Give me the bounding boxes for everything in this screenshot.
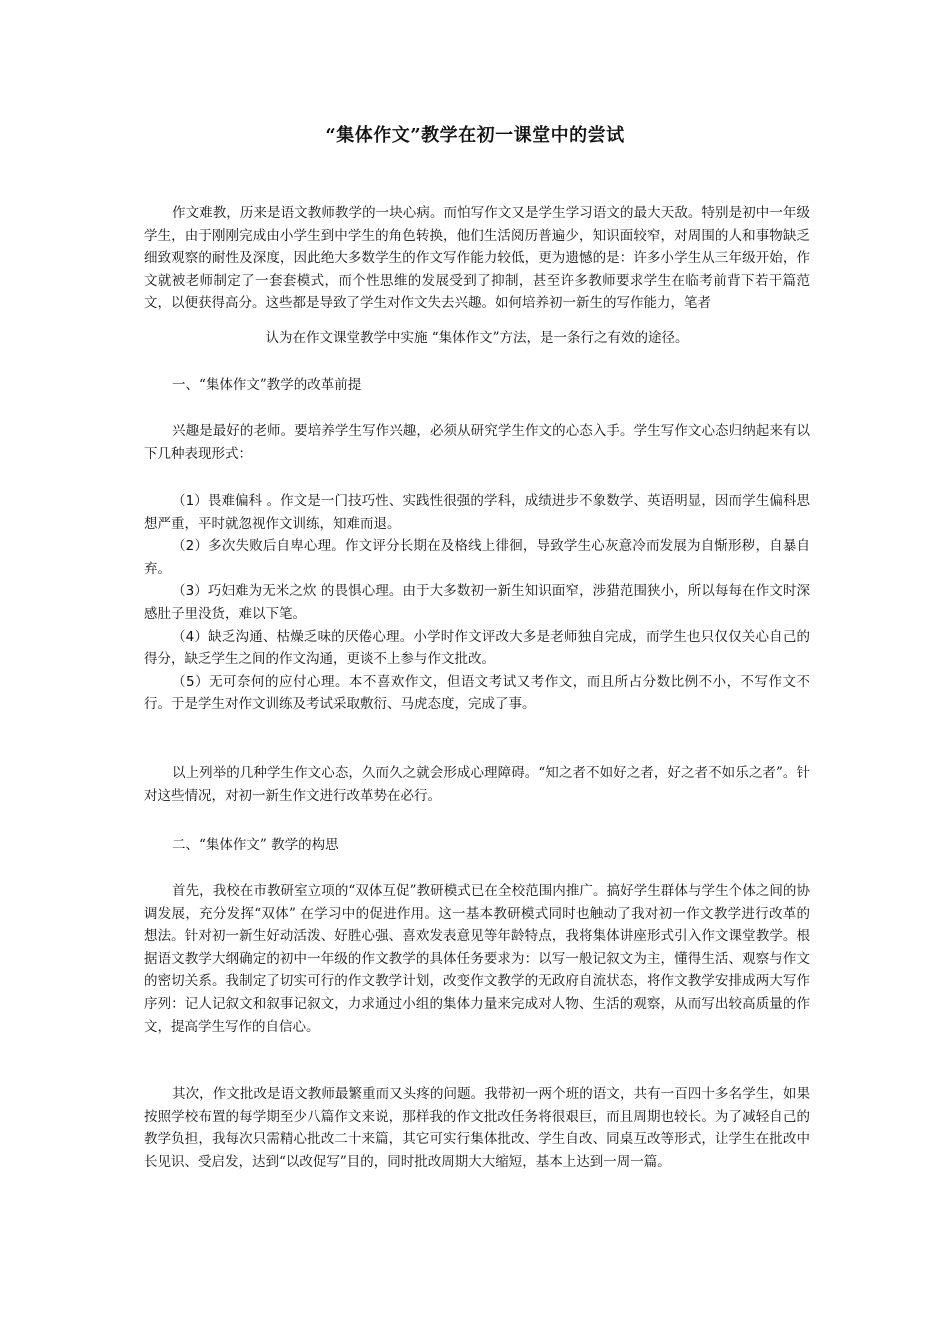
list	[144, 490, 810, 716]
list-item-text: 无可奈何的应付心理。本不喜欢作文，但语文考试又考作文，而且所占分数比例不小，不写作文不行。于是学生对作文训练及考试采取敷衍、马虎态度，完成了事。	[144, 673, 811, 713]
list-item-text: 畏难偏科 。作文是一门技巧性、实践性很强的学科，成绩进步不象数学、英语明显，因而学生偏科思想严重，平时就忽视作文训练，知难而退。	[144, 493, 810, 532]
list-item-number: （2）	[172, 538, 209, 555]
page-title: “集体作文”教学在初一课堂中的尝试	[325, 125, 625, 146]
intro-paragraph: 作文难教，历来是语文教师教学的一块心病。而怕写作文又是学生学习语文的最大天敌。特别是初中一年级学生，由于刚刚完成由小学生到中学生的角色转换，他们生活阅历普遍少，知识面较窄，对周围的人和事物缺乏细致观察的耐性及深度，因此绝大多数学生的作文写作能力较低，更为遗憾的是：许多小学生从三年级开始，作文就被老师制定了一套套模式，而个性思维的发展受到了抑制，甚至许多教师要求学生在临考前背下若干篇范文，以便获得高分。这些都是导致了学生对作文失去兴趣。如何培养初一新生的写作能力，笔者	[144, 205, 810, 312]
list-item-number: （3）	[172, 583, 208, 600]
section-1-intro: 兴趣是最好的老师。要培养学生写作兴趣，必须从研究学生作文的心态入手。学生写作文心态归纳起来有以下几种表现形式：	[144, 423, 810, 462]
list-item	[144, 535, 810, 580]
section-1-conclusion: 以上列举的几种学生作文心态，久而久之就会形成心理障碍。“知之者不如好之者，好之者不如乐之者”。针对这些情况，对初一新生作文进行改革势在必行。	[144, 765, 810, 804]
section-2-paragraph-2: 其次，作文批改是语文教师最繁重而又头疼的问题。我带初一两个班的语文，共有一百四十多名学生，如果按照学校布置的每学期至少八篇作文来说，那样我的作文批改任务将很艰巨，而且周期也较长。为了减轻自己的教学负担，我每次只需精心批改二十来篇，其它可实行集体批改、学生自改、同桌互改等形式，让学生在批改中长见识、受启发，达到“以改促写”目的，同时批改周期大大缩短，基本上达到一周一篇。	[144, 1086, 810, 1170]
list-item	[144, 490, 810, 535]
list-item	[144, 626, 810, 671]
list-item-number: （5）	[172, 673, 210, 690]
list-item-text: 多次失败后自卑心理。作文评分长期在及格线上徘徊，导致学生心灰意冷而发展为自惭形秽，自暴自弃。	[144, 538, 810, 577]
section-2-paragraph-1: 首先，我校在市教研室立项的“双体互促”教研模式已在全校范围内推广。搞好学生群体与学生个体之间的协调发展，充分发挥“双体” 在学习中的促进作用。这一基本教研模式同时也触动了我对初一作文教学进行改革的想法。针对初一新生好动活泼、好胜心强、喜欢发表意见等年龄特点，我将集体讲座形式引入作文课堂教学。根据语文教学大纲确定的初中一年级的作文教学的具体任务要求为：以写一般记叙文为主，懂得生活、观察与作文的密切关系。我制定了切实可行的作文教学计划，改变作文教学的无政府自流状态，将作文教学安排成两大写作序列：记人记叙文和叙事记叙文，力求通过小组的集体力量来完成对人物、生活的观察，从而写出较高质量的作文，提高学生写作的自信心。	[144, 883, 810, 1035]
list-item-text: 巧妇难为无米之炊 的畏惧心理。由于大多数初一新生知识面窄，涉猎范围狭小，所以每每在作文时深感肚子里没货，难以下笔。	[144, 583, 810, 622]
intro-last-line: 认为在作文课堂教学中实施 “集体作文”方法，是一条行之有效的途径。	[265, 330, 689, 346]
list-item	[144, 671, 810, 716]
list-item-number: （4）	[172, 628, 209, 645]
list-item-number: （1）	[172, 493, 208, 509]
section-1-heading: 一、“集体作文”教学的改革前提	[172, 377, 362, 393]
section-2-heading: 二、“集体作文” 教学的构思	[172, 837, 339, 853]
list-item	[144, 580, 810, 625]
list-item-text: 缺乏沟通、枯燥乏味的厌倦心理。小学时作文评改大多是老师独自完成，而学生也只仅仅关心自己的得分，缺乏学生之间的作文沟通，更谈不上参与作文批改。	[144, 628, 810, 668]
